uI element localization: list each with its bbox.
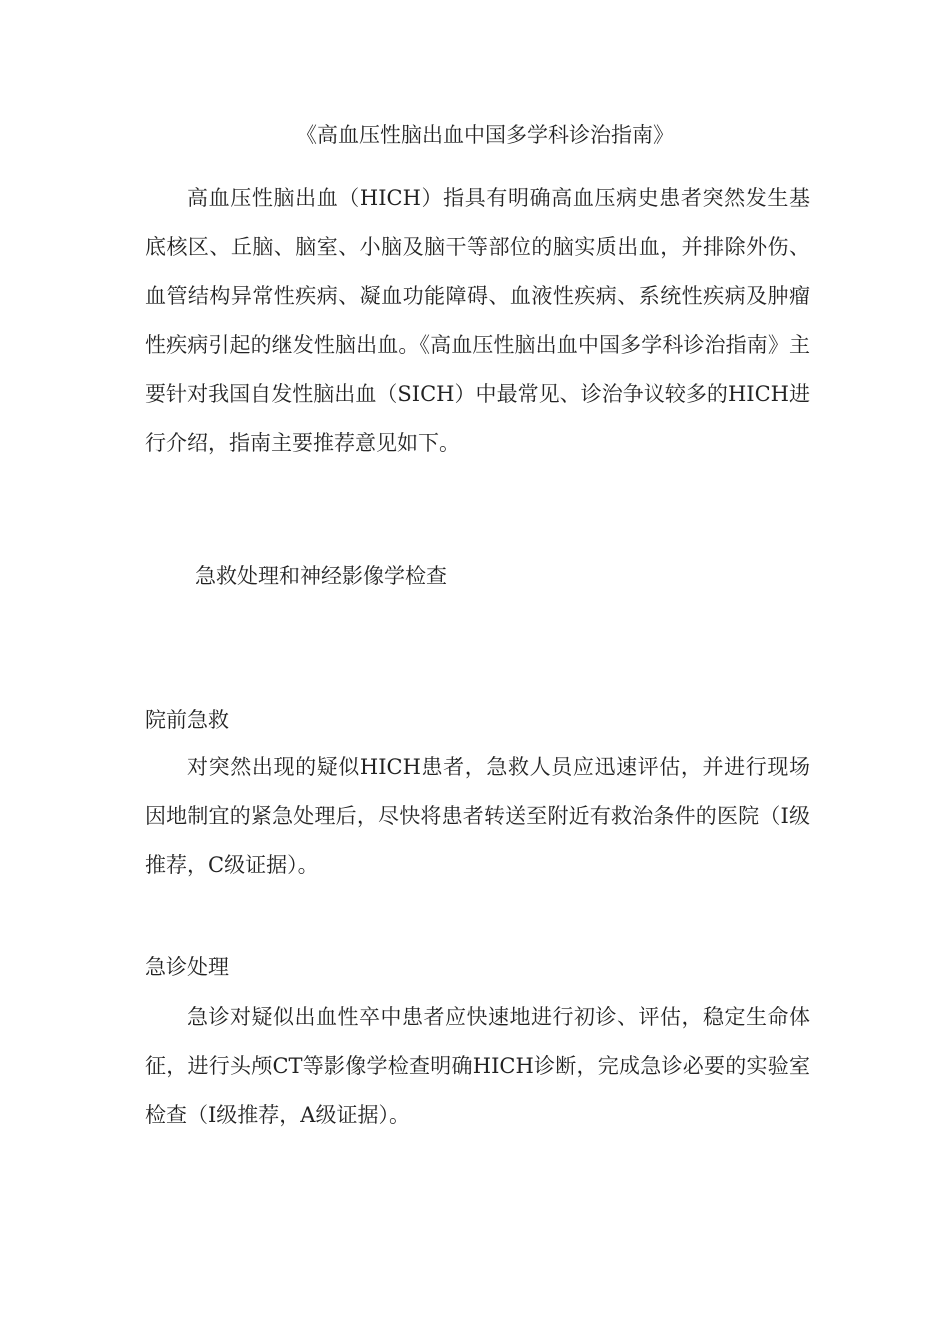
emergency-heading: 急诊处理 <box>145 955 229 979</box>
prehospital-paragraph: 对突然出现的疑似HICH患者，急救人员应迅速评估，并进行现场因地制宜的紧急处理后，尽快将患者转送至附近有救治条件的医院（I级推荐，C级证据）。 <box>145 755 810 877</box>
prehospital-heading: 院前急救 <box>145 708 229 732</box>
emergency-paragraph: 急诊对疑似出血性卒中患者应快速地进行初诊、评估，稳定生命体征，进行头颅CT等影像学检查明确HICH诊断，完成急诊必要的实验室检查（I级推荐，A级证据）。 <box>145 1005 810 1127</box>
section-heading: 急救处理和神经影像学检查 <box>195 564 447 588</box>
document-title: 《高血压性脑出血中国多学科诊治指南》 <box>296 123 674 147</box>
intro-paragraph: 高血压性脑出血（HICH）指具有明确高血压病史患者突然发生基底核区、丘脑、脑室、小脑及脑干等部位的脑实质出血，并排除外伤、血管结构异常性疾病、凝血功能障碍、血液性疾病、系统性疾病及肿瘤性疾病引起的继发性脑出血。《高血压性脑出血中国多学科诊治指南》主要针对我国自发性脑出血（SICH）中最常见、诊治争议较多的HICH进行介绍，指南主要推荐意见如下。 <box>145 186 810 455</box>
